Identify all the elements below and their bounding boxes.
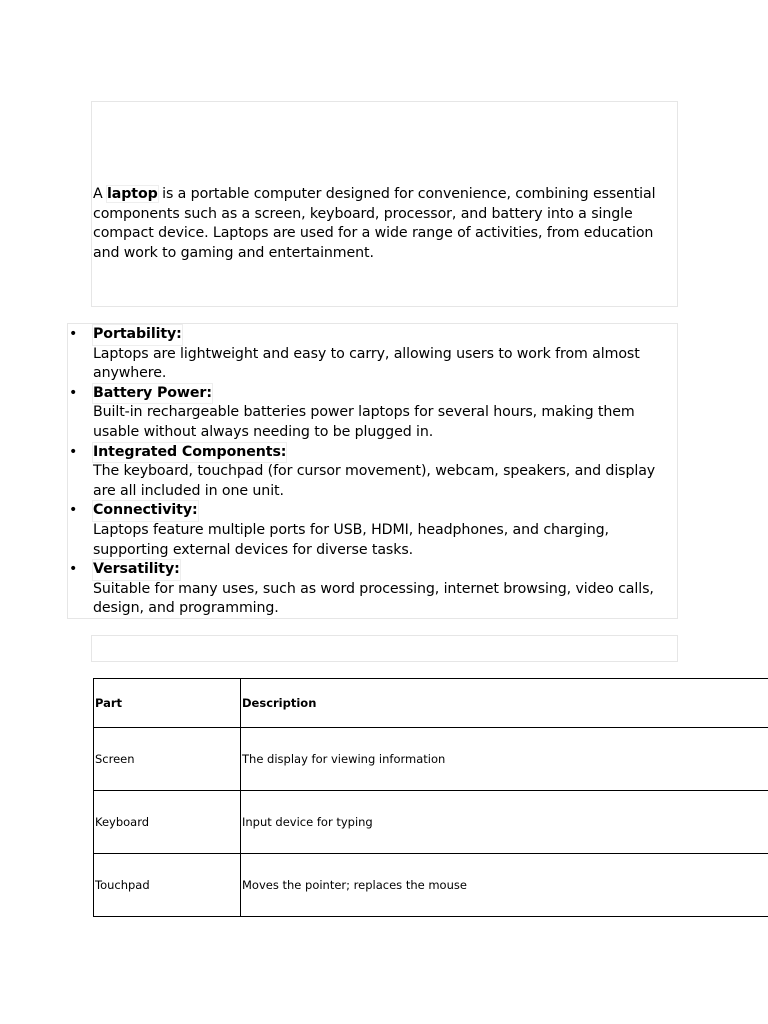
column-header-description: Description — [241, 679, 768, 728]
table-cell-part: Touchpad — [94, 854, 241, 917]
feature-title: Battery Power: — [93, 384, 212, 404]
table-cell-part: Screen — [94, 728, 241, 791]
table-row — [94, 791, 768, 854]
features-list — [93, 325, 677, 619]
table-row — [94, 854, 768, 917]
feature-title: Connectivity: — [93, 501, 198, 521]
table-row — [94, 728, 768, 791]
intro-paragraph — [93, 185, 677, 264]
table-cell-description: Moves the pointer; replaces the mouse — [241, 854, 768, 917]
parts-table — [93, 678, 768, 917]
feature-description: The keyboard, touchpad (for cursor movement), webcam, speakers, and display are all included in one unit. — [93, 463, 656, 499]
feature-description: Suitable for many uses, such as word processing, internet browsing, video calls, design, and programming. — [93, 580, 654, 617]
intro-term: laptop — [107, 186, 158, 202]
list-item — [93, 384, 677, 443]
intro-text: is a portable computer designed for convenience, combining essential components such as a screen, keyboard, processor, and battery into a single compact device. Laptops are used for a wide range of activities, from education and work to gaming and entertainment. — [93, 186, 656, 262]
list-item — [93, 443, 677, 502]
feature-description: Built-in rechargeable batteries power laptops for several hours, making them usable without always needing to be plugged in. — [93, 404, 635, 440]
table-cell-description: The display for viewing information — [241, 728, 768, 791]
table-cell-part: Keyboard — [94, 791, 241, 854]
feature-title: Integrated Components: — [93, 443, 286, 463]
table-header-row — [94, 679, 768, 728]
intro-prefix: A — [93, 186, 108, 202]
table-cell-description: Input device for typing — [241, 791, 768, 854]
feature-description: Laptops feature multiple ports for USB, HDMI, headphones, and charging, supporting external devices for diverse tasks. — [93, 521, 609, 558]
column-header-part: Part — [94, 679, 241, 728]
list-item — [93, 325, 677, 384]
feature-title: Portability: — [93, 325, 182, 345]
list-item — [93, 560, 677, 619]
feature-description: Laptops are lightweight and easy to carry, allowing users to work from almost anywhere. — [93, 345, 640, 382]
empty-section-frame — [91, 635, 678, 662]
feature-title: Versatility: — [93, 560, 180, 580]
list-item — [93, 501, 677, 560]
